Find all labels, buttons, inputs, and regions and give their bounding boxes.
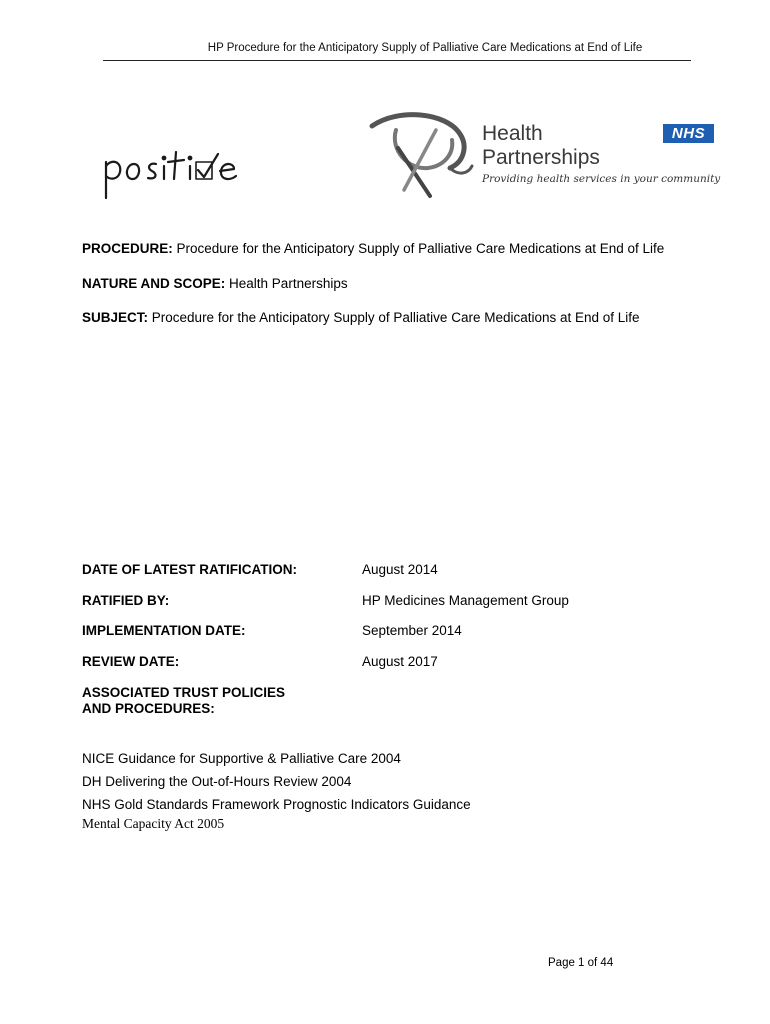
ratification-label: DATE OF LATEST RATIFICATION: <box>82 562 297 577</box>
subject-line <box>82 310 640 325</box>
reference-item: NHS Gold Standards Framework Prognostic Indicators Guidance <box>82 797 471 812</box>
reference-item: Mental Capacity Act 2005 <box>82 816 225 831</box>
nature-scope-label: NATURE AND SCOPE: <box>82 276 226 291</box>
associated-policies-label <box>82 685 285 717</box>
positive-logo <box>100 140 250 205</box>
nhs-logo: NHS <box>663 124 714 143</box>
subject-label: SUBJECT: <box>82 310 149 325</box>
reference-item: NICE Guidance for Supportive & Palliative Care 2004 <box>82 751 401 766</box>
ratified-by-value: HP Medicines Management Group <box>362 593 569 608</box>
procedure-value: Procedure for the Anticipatory Supply of Palliative Care Medications at End of Life <box>176 241 665 256</box>
ratification-value: August 2014 <box>362 562 438 577</box>
subject-value: Procedure for the Anticipatory Supply of Palliative Care Medications at End of Life <box>151 310 640 325</box>
associated-label-line-1: ASSOCIATED TRUST POLICIES <box>82 685 286 700</box>
review-label: REVIEW DATE: <box>82 654 180 669</box>
health-partnerships-wordmark <box>482 122 600 170</box>
health-partnerships-emblem <box>368 110 478 200</box>
associated-label-line-2: AND PROCEDURES: <box>82 701 215 716</box>
wordmark-line-1: Health <box>482 122 543 145</box>
implementation-label: IMPLEMENTATION DATE: <box>82 623 246 638</box>
procedure-label: PROCEDURE: <box>82 241 173 256</box>
reference-item: DH Delivering the Out-of-Hours Review 2004 <box>82 774 352 789</box>
review-value: August 2017 <box>362 654 438 669</box>
running-header: HP Procedure for the Anticipatory Supply of Palliative Care Medications at End of Life <box>207 42 643 54</box>
health-partnerships-tagline: Providing health services in your community <box>482 173 721 185</box>
nature-scope-line <box>82 276 348 291</box>
procedure-line <box>82 241 664 256</box>
header-rule <box>103 60 691 61</box>
page-number: Page 1 of 44 <box>548 957 614 969</box>
implementation-value: September 2014 <box>362 623 462 638</box>
nature-scope-value: Health Partnerships <box>229 276 348 291</box>
wordmark-line-2: Partnerships <box>482 146 600 169</box>
ratified-by-label: RATIFIED BY: <box>82 593 170 608</box>
